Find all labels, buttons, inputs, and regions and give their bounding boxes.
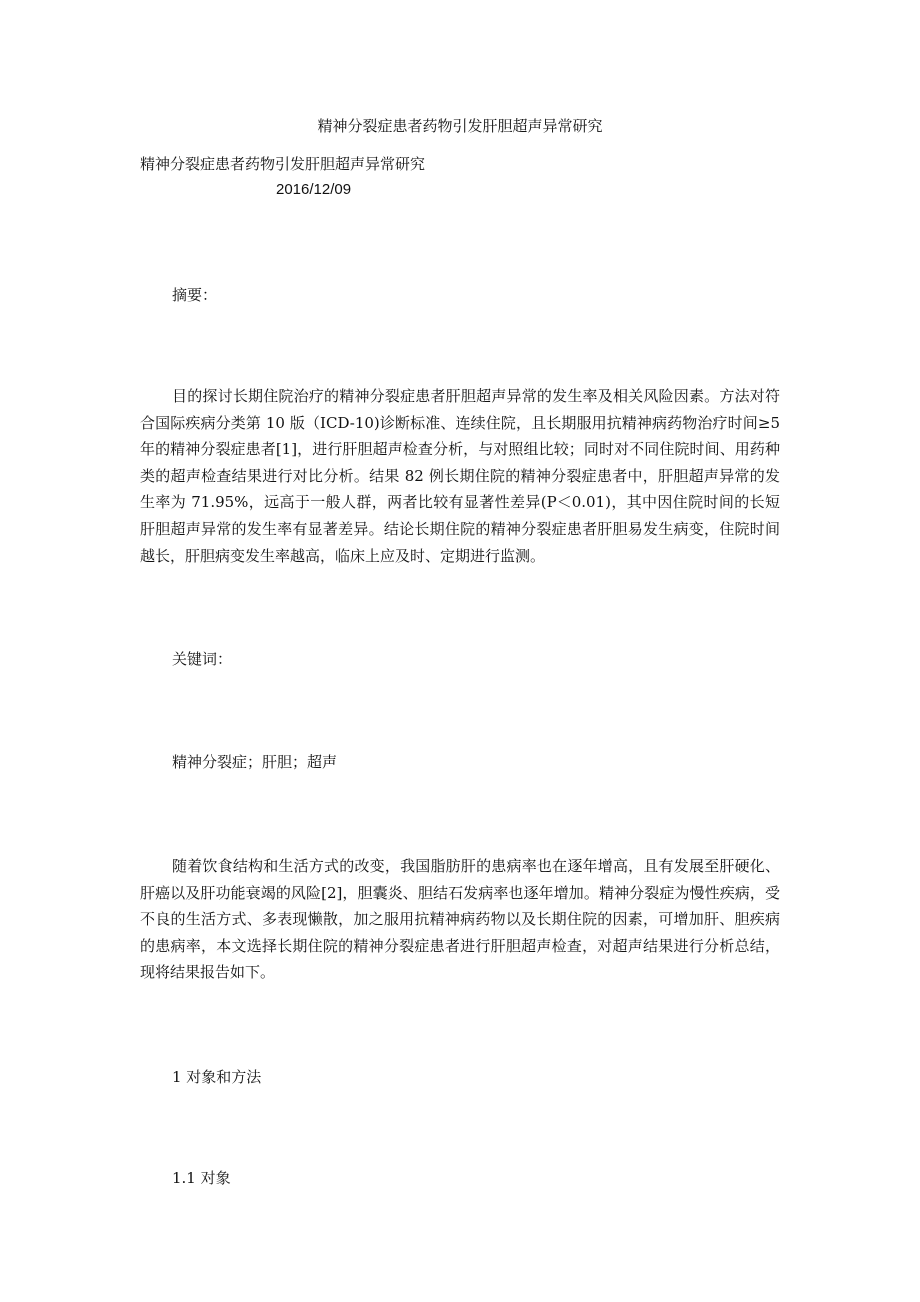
publish-date: 2016/12/09: [276, 181, 352, 198]
abstract-label: 摘要：: [172, 286, 218, 304]
abstract-paragraph: 目的探讨长期住院治疗的精神分裂症患者肝胆超声异常的发生率及相关风险因素。方法对符合国际疾病分类第 10 版（ICD-10)诊断标准、连续住院，且长期服用抗精神病药物治疗时间≥5 年的精神分裂症患者[1]，进行肝胆超声检查分析，与对照组比较；同时对不同住院时间、用药种类的超声检查结果进行对比分析。结果 82 例长期住院的精神分裂症患者中，肝胆超声异常的发生率为 71.95%，远高于一般人群，两者比较有显著性差异(P＜0.01)，其中因住院时间的长短肝胆超声异常的发生率有显著差异。结论长期住院的精神分裂症患者肝胆易发生病变，住院时间越长，肝胆病变发生率越高，临床上应及时、定期进行监测。: [140, 387, 780, 565]
document-subtitle: 精神分裂症患者药物引发肝胆超声异常研究: [140, 155, 426, 173]
intro-paragraph: 随着饮食结构和生活方式的改变，我国脂肪肝的患病率也在逐年增高，且有发展至肝硬化、肝癌以及肝功能衰竭的风险[2]，胆囊炎、胆结石发病率也逐年增加。精神分裂症为慢性疾病，受不良的生活方式、多表现懒散，加之服用抗精神病药物以及长期住院的因素，可增加肝、胆疾病的患病率，本文选择长期住院的精神分裂症患者进行肝胆超声检查，对超声结果进行分析总结，现将结果报告如下。: [140, 857, 780, 982]
keywords-label: 关键词：: [172, 650, 233, 668]
document-title: 精神分裂症患者药物引发肝胆超声异常研究: [317, 117, 603, 135]
section-heading-1-1: 1.1 对象: [172, 1169, 231, 1187]
keywords-list: 精神分裂症；肝胆；超声: [172, 753, 338, 771]
section-heading-1: 1 对象和方法: [172, 1068, 262, 1086]
